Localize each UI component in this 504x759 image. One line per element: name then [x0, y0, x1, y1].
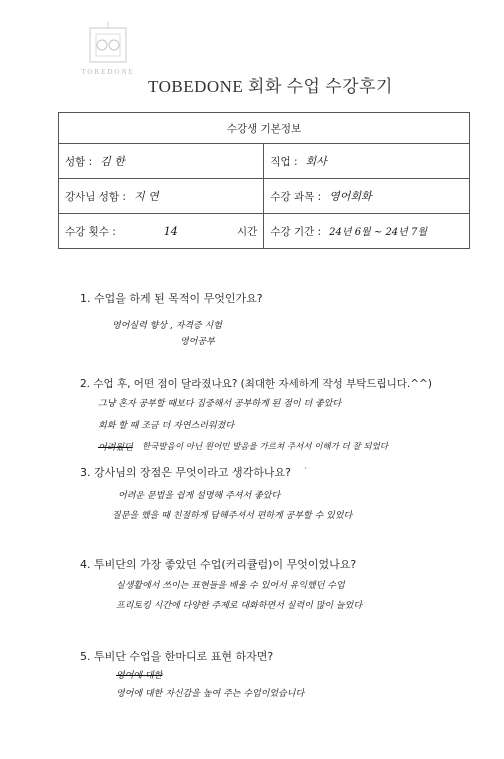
answer-2-line-1: 그냥 혼자 공부할 때보다 집중해서 공부하게 된 점이 더 좋았다 — [98, 399, 342, 409]
period-label: 수강 기간 : — [270, 226, 322, 238]
answer-4-line-1: 실생활에서 쓰이는 표현들을 배울 수 있어서 유익했던 수업 — [116, 581, 345, 591]
name-value: 김 한 — [100, 155, 125, 168]
period-cell — [264, 214, 470, 249]
logo-wordmark: TOBEDONE — [81, 68, 135, 76]
answer-2-line-2: 회화 할 때 조금 더 자연스러워졌다 — [98, 421, 235, 431]
count-label: 수강 횟수 : — [65, 225, 116, 238]
answer-5-struck: 영어에 대한 — [116, 671, 163, 681]
question-3: 3. 강사님의 장점은 무엇이라고 생각하나요? — [80, 466, 291, 479]
course-value: 영어회화 — [329, 190, 372, 203]
answer-2-struck: 어려웠던 — [98, 443, 133, 453]
answer-4-line-2: 프리토킹 시간에 다양한 주제로 대화하면서 실력이 많이 늘었다 — [116, 601, 363, 611]
count-value: 14 — [163, 224, 178, 238]
answer-3-line-1: 어려운 문법을 쉽게 설명해 주셔서 좋았다 — [118, 491, 281, 501]
teacher-cell — [59, 179, 264, 214]
answer-1-line-2: 영어공부 — [180, 337, 215, 347]
info-table-heading: 수강생 기본정보 — [59, 113, 470, 144]
answer-1-line-1: 영어실력 향상 , 자격증 시험 — [112, 321, 222, 331]
question-5: 5. 투비단 수업을 한마디로 표현 하자면? — [80, 650, 274, 663]
count-cell — [59, 214, 264, 249]
answer-5-line-1: 영어에 대한 자신감을 높여 주는 수업이었습니다 — [116, 689, 305, 699]
tobedone-logo — [68, 14, 148, 94]
ink-mark: · — [304, 464, 307, 473]
answer-2-line-3: 한국발음이 아닌 원어민 발음을 가르쳐 주셔서 이해가 더 잘 되었다 — [142, 442, 389, 452]
course-label: 수강 과목 : — [270, 191, 322, 203]
question-2: 2. 수업 후, 어떤 점이 달라졌나요? (최대한 자세하게 작성 부탁드립니다.^^) — [80, 378, 432, 390]
job-label: 직업 : — [270, 156, 298, 168]
course-cell — [264, 179, 470, 214]
name-cell — [59, 144, 264, 179]
job-cell — [264, 144, 470, 179]
question-4: 4. 투비단의 가장 좋았던 수업(커리큘럼)이 무엇이었나요? — [80, 558, 357, 571]
teacher-value: 지 연 — [133, 190, 159, 203]
period-value: 24년 6월 ~ 24년 7월 — [329, 227, 428, 238]
count-unit: 시간 — [237, 225, 258, 238]
job-value: 회사 — [305, 155, 327, 168]
page-title: TOBEDONE 회화 수업 수강후기 — [148, 77, 393, 96]
student-info-table — [58, 112, 470, 249]
question-1: 1. 수업을 하게 된 목적이 무엇인가요? — [80, 292, 263, 305]
name-label: 성함 : — [65, 156, 93, 168]
answer-3-line-2: 질문을 했을 때 친절하게 답해주셔서 편하게 공부할 수 있었다 — [112, 511, 353, 521]
teacher-label: 강사님 성함 : — [65, 191, 126, 203]
